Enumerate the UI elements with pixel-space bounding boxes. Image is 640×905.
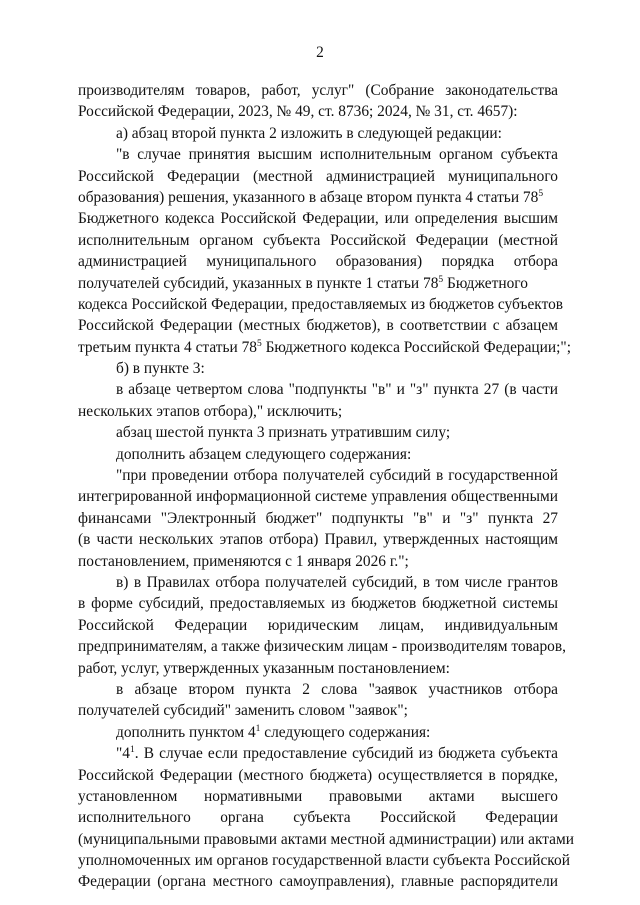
text-line: в абзаце втором пункта 2 слова "заявок участников отбора <box>116 680 558 698</box>
text-line: интегрированной информационной системе управления общественными <box>78 488 558 506</box>
text-line: "при проведении отбора получателей субсидий в государственной <box>116 467 558 485</box>
text-line: абзац шестой пункта 3 признать утратившим силу; <box>116 424 451 442</box>
text-line: Российской Федерации (местного бюджета) осуществляется в порядке, <box>78 766 558 784</box>
text-line: в форме субсидий, предоставляемых из бюджетов бюджетной системы <box>78 595 558 613</box>
text-line: работ, услуг, утвержденных указанным постановлением: <box>78 659 450 677</box>
text-line: Российской Федерации, 2023, № 49, ст. 8736; 2024, № 31, ст. 4657): <box>78 103 518 121</box>
superscript: 1 <box>255 723 261 734</box>
text-line: получателей субсидий" заменить словом "заявок"; <box>78 702 408 720</box>
text-line: в абзаце четвертом слова "подпункты "в" и "з" пункта 27 (в части <box>116 381 558 399</box>
superscript: 5 <box>256 338 262 349</box>
text-line: Федерации (органа местного самоуправления), главные распорядители <box>78 873 558 891</box>
text-line: кодекса Российской Федерации, предоставляемых из бюджетов субъектов <box>78 295 564 313</box>
text-line: постановлением, применяются с 1 января 2026 г."; <box>78 552 409 570</box>
superscript: 5 <box>538 188 544 199</box>
text-line: получателей субсидий, указанных в пункте 1 статьи $78^5$ Бюджетного <box>78 274 528 292</box>
text-line: а) абзац второй пункта 2 изложить в следующей редакции: <box>116 124 502 142</box>
text-line: б) в пункте 3: <box>116 360 205 378</box>
document-body <box>78 80 574 893</box>
text-line: администрацией муниципального образования) порядка отбора <box>78 253 558 271</box>
text-line: финансами "Электронный бюджет" подпункты "в" и "з" пункта 27 <box>78 509 558 527</box>
text-line: производителям товаров, работ, услуг" (Собрание законодательства <box>78 82 558 99</box>
text-line: исполнительного органа субъекта Российской Федерации <box>78 809 558 827</box>
text-line: уполномоченных им органов государственной власти субъекта Российской <box>78 852 570 870</box>
text-line: третьим пункта 4 статьи $78^5$ Бюджетного кодекса Российской Федерации;"; <box>78 338 571 356</box>
text-line: установленном нормативными правовыми актами высшего <box>78 787 558 805</box>
text-line: в) в Правилах отбора получателей субсидий, в том числе грантов <box>116 573 558 591</box>
text-line: (муниципальными правовыми актами местной администрации) или актами <box>78 830 574 848</box>
superscript: 1 <box>129 745 135 756</box>
text-line: Российской Федерации юридическим лицам, индивидуальным <box>78 616 558 634</box>
text-line: исполнительным органом субъекта Российской Федерации (местной <box>78 231 558 249</box>
text-line: "$4^1$. В случае если предоставление субсидий из бюджета субъекта <box>116 745 558 763</box>
text-line: Российской Федерации (местной администрацией муниципального <box>78 167 558 185</box>
text-line: образования) решения, указанного в абзаце втором пункта 4 статьи $78^5$ <box>78 188 544 206</box>
text-line: "в случае принятия высшим исполнительным органом субъекта <box>116 146 558 164</box>
text-line: Бюджетного кодекса Российской Федерации, или определения высшим <box>78 210 558 228</box>
text-line: нескольких этапов отбора)," исключить; <box>78 402 343 420</box>
superscript: 5 <box>438 274 444 285</box>
text-line: Российской Федерации (местных бюджетов), в соответствии с абзацем <box>78 317 558 335</box>
page-number: 2 <box>316 44 324 61</box>
text-line: (в части нескольких этапов отбора) Правил, утвержденных настоящим <box>78 531 558 549</box>
text-line: дополнить абзацем следующего содержания: <box>116 445 412 463</box>
text-line: дополнить пунктом $4^1$ следующего содержания: <box>116 723 431 741</box>
text-line: предпринимателям, а также физическим лицам - производителям товаров, <box>78 638 566 656</box>
